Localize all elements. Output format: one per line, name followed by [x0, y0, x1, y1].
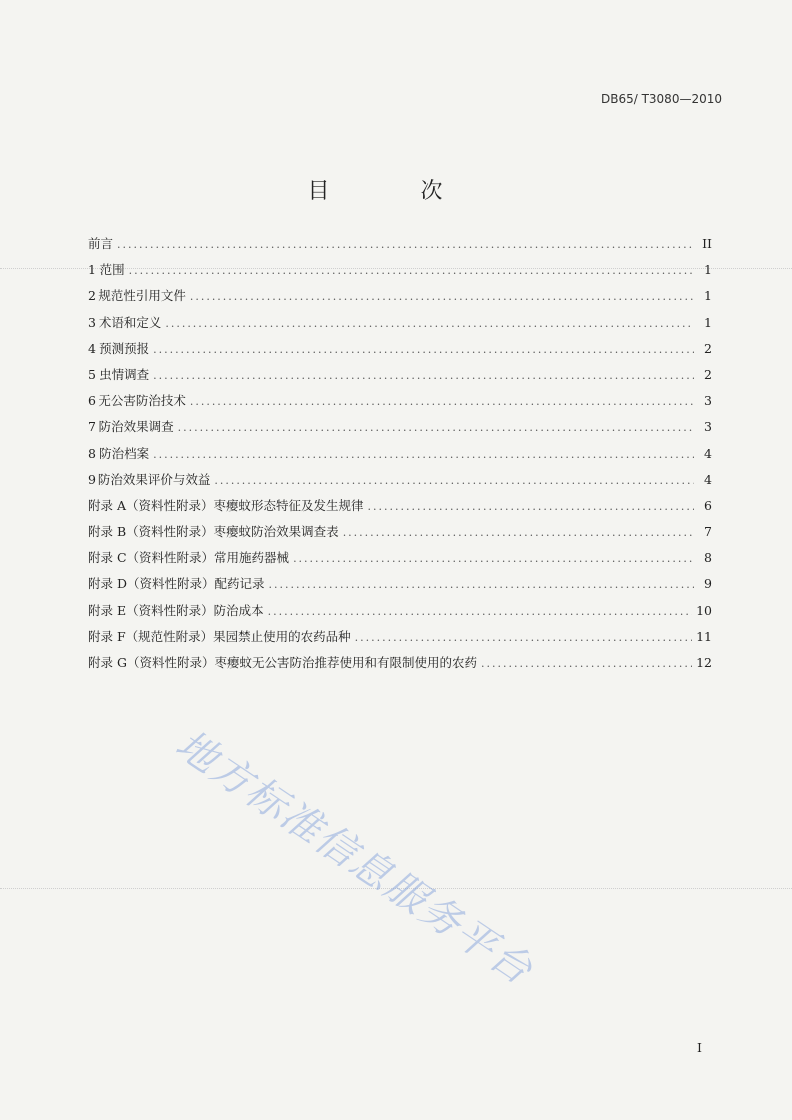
- toc-entry-appendix-prefix: 附录 D（资料性附录）: [88, 576, 215, 592]
- toc-entry-number: 9: [88, 471, 96, 487]
- toc-entry[interactable]: [88, 601, 712, 627]
- toc-entry-page: 4: [704, 471, 712, 487]
- toc-entry-label: 枣瘿蚊无公害防治推荐使用和有限制使用的农药: [214, 655, 477, 670]
- toc-entry[interactable]: [88, 391, 712, 417]
- toc-leader-dots: [214, 474, 694, 487]
- toc-entry-appendix-prefix: 附录 E（资料性附录）: [88, 602, 214, 618]
- toc-entry-page: 10: [696, 602, 712, 618]
- toc-leader-dots: [368, 500, 694, 513]
- page-title: 目 次: [307, 179, 485, 204]
- toc-leader-dots: [293, 552, 694, 565]
- toc-entry-number: 8: [88, 445, 96, 461]
- toc-leader-dots: [153, 343, 694, 356]
- watermark: 地方标准信息服务平台: [167, 721, 542, 995]
- toc-entry-number: 4: [88, 340, 96, 356]
- toc-entry-page: 2: [704, 366, 712, 382]
- toc-leader-dots: [268, 605, 692, 618]
- toc-entry[interactable]: [88, 627, 712, 653]
- toc-entry-appendix-prefix: 附录 G（资料性附录）: [88, 655, 215, 670]
- toc-entry[interactable]: [88, 234, 712, 260]
- toc-entry-label: 范围: [99, 262, 125, 278]
- toc-entry[interactable]: [88, 339, 712, 365]
- toc-leader-dots: [153, 448, 694, 461]
- toc-entry-number: 1: [88, 262, 96, 278]
- toc-entry-appendix-prefix: 附录 A（资料性附录）: [88, 497, 214, 513]
- toc-entry-appendix-prefix: 附录 B（资料性附录）: [88, 524, 214, 540]
- toc-entry-appendix-prefix: 附录 C（资料性附录）: [88, 550, 215, 566]
- toc-leader-dots: [343, 526, 694, 539]
- toc-entry[interactable]: [88, 260, 712, 286]
- toc-entry[interactable]: [88, 470, 712, 496]
- toc-entry-page: 8: [704, 550, 712, 566]
- toc-entry-page: 3: [704, 393, 712, 409]
- toc-entry-page: 1: [704, 262, 712, 278]
- toc-entry-label: 预测预报: [99, 340, 150, 356]
- toc-entry-label: 防治效果评价与效益: [97, 471, 211, 487]
- page-number: I: [697, 1040, 702, 1055]
- toc-leader-dots: [481, 657, 692, 670]
- toc-entry[interactable]: [88, 522, 712, 548]
- toc-entry-number: 6: [88, 393, 96, 409]
- toc-entry-page: 12: [696, 655, 712, 670]
- toc-entry[interactable]: [88, 496, 712, 522]
- toc-leader-dots: [129, 264, 694, 277]
- toc-entry[interactable]: [88, 365, 712, 391]
- toc-entry-number: 7: [88, 419, 96, 435]
- toc-entry-label: 配药记录: [214, 576, 265, 592]
- toc-entry-page: 6: [704, 497, 712, 513]
- toc-entry-label: 前言: [88, 236, 114, 251]
- toc-entry-page: 1: [704, 288, 712, 304]
- toc-entry-page: 9: [704, 576, 712, 592]
- toc-entry[interactable]: [88, 313, 712, 339]
- toc-entry-label: 常用施药器械: [214, 550, 290, 566]
- toc-entry-page: 11: [696, 628, 712, 644]
- toc-entry-page: II: [702, 236, 712, 251]
- toc-leader-dots: [190, 290, 694, 303]
- toc-entry[interactable]: [88, 653, 712, 679]
- toc-entry-page: 7: [704, 524, 712, 540]
- toc-entry-page: 4: [704, 445, 712, 461]
- toc-entry[interactable]: [88, 444, 712, 470]
- toc-entry[interactable]: [88, 548, 712, 574]
- toc-entry-page: 1: [704, 314, 712, 330]
- toc-entry-label: 果园禁止使用的农药品种: [213, 628, 351, 644]
- toc-entry[interactable]: [88, 417, 712, 443]
- table-of-contents: [88, 234, 712, 679]
- toc-entry-label: 防治成本: [213, 602, 264, 618]
- toc-leader-dots: [190, 395, 694, 408]
- toc-entry-label: 无公害防治技术: [98, 393, 186, 409]
- toc-entry-label: 规范性引用文件: [98, 288, 186, 304]
- toc-leader-dots: [355, 631, 692, 644]
- toc-entry-label: 枣瘿蚊形态特征及发生规律: [213, 497, 364, 513]
- toc-leader-dots: [117, 238, 694, 251]
- toc-entry-number: 3: [88, 314, 96, 330]
- toc-entry[interactable]: [88, 286, 712, 312]
- toc-entry-appendix-prefix: 附录 F（规范性附录）: [88, 628, 214, 644]
- toc-entry-label: 防治效果调查: [98, 419, 174, 435]
- document-id: DB65/ T3080—2010: [600, 92, 722, 106]
- toc-entry-label: 防治档案: [99, 445, 150, 461]
- toc-entry-label: 虫情调查: [99, 366, 150, 382]
- toc-leader-dots: [153, 369, 694, 382]
- toc-leader-dots: [178, 421, 694, 434]
- toc-entry-number: 5: [88, 366, 96, 382]
- toc-entry-page: 3: [704, 419, 712, 435]
- toc-leader-dots: [165, 317, 694, 330]
- toc-leader-dots: [269, 578, 694, 591]
- toc-entry-label: 术语和定义: [98, 314, 162, 330]
- toc-entry-number: 2: [88, 288, 96, 304]
- toc-entry-label: 枣瘿蚊防治效果调查表: [213, 524, 339, 540]
- toc-entry[interactable]: [88, 574, 712, 600]
- toc-entry-page: 2: [704, 340, 712, 356]
